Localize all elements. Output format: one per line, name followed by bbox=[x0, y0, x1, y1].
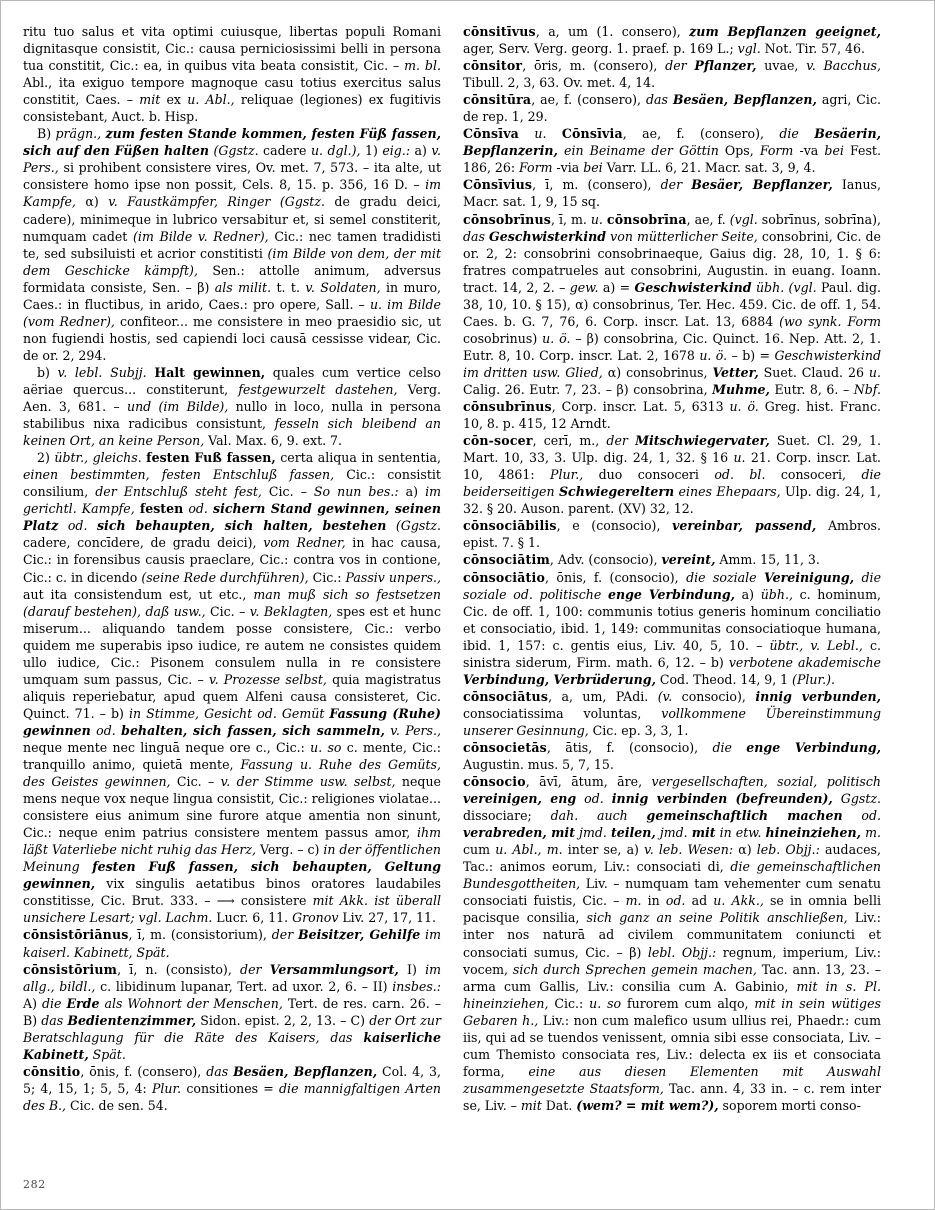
text-run: v. Pers., bbox=[23, 143, 441, 176]
text-run: in der öffentlichen Meinung bbox=[23, 842, 441, 875]
headword: cōnsociābilis bbox=[463, 518, 557, 534]
text-run: der Entschluß steht fest, bbox=[95, 484, 262, 500]
text-run: vergesellschaften, sozial, politisch bbox=[651, 774, 882, 790]
text-run: od. bbox=[188, 501, 208, 517]
text-run: (seine Rede durchführen), bbox=[141, 569, 309, 585]
text-run: im allg., bildl., bbox=[23, 961, 441, 994]
headword: cōnsocietās bbox=[463, 739, 547, 755]
text-run: Passiv unpers., bbox=[345, 569, 442, 585]
left-text-column bbox=[23, 23, 441, 1163]
dict-entry-consitivus: cōnsitīvus, a, um (1. consero), zum Bepflanzen geeignet, ager, Serv. Verg. georg. 1. praef. p. 169 L.; vgl. Not. Tir. 57, 46. bbox=[463, 24, 881, 57]
text-run: u. bbox=[534, 126, 547, 142]
dict-entry-consociatio: cōnsociātio, ōnis, f. (consocio), die soziale Vereinigung, die soziale od. politische enge Verbindung, a) übh., c. hominum, Cic. de off. 1, 100: communis totius generis hominum conciliatio et consociatio, ibid. 1, 149: communitas consociatioque humana, ibid. 1, 157: c. gentis eius, Liv. 40, 5, 10. – übtr., v. Lebl., c. sinistra siderum, Firm. math. 6, 12. – b) verbotene akademische Verbindung, Verbrüderung, Cod. Theod. 14, 9, 1 (Plur.). bbox=[463, 569, 881, 687]
text-run: die bbox=[41, 995, 62, 1011]
text-run: die gemeinschaftlichen Bundesgottheiten, bbox=[463, 859, 881, 892]
text-run: Fassung u. Ruhe des Gemüts, des Geistes gewinnen, bbox=[23, 757, 441, 790]
text-run: eine aus diesen Elementen mit Auswahl zusammengesetzte Staatsform, bbox=[463, 1063, 881, 1096]
text-run: v. Soldaten, bbox=[305, 279, 381, 295]
text-run: der bbox=[665, 58, 687, 74]
text-run: vollkommene Übereinstimmung unserer Gesinnung, bbox=[463, 705, 881, 738]
text-run: festen Fuß fassen, sich behaupten, Geltung gewinnen, bbox=[23, 859, 441, 892]
text-run: mit Akk. ist überall unsichere Lesart; vgl. Lachm. bbox=[23, 893, 441, 926]
text-run: zum Bepflanzen geeignet, bbox=[689, 24, 881, 39]
text-run: Plur., bbox=[550, 467, 584, 483]
text-run: od. bbox=[861, 808, 881, 824]
text-run: Vereinigung, bbox=[764, 569, 855, 585]
text-run: sichern Stand gewinnen, seinen Platz bbox=[23, 501, 441, 534]
text-run: u. so bbox=[310, 739, 342, 755]
text-run: (Plur.). bbox=[792, 671, 836, 687]
text-run: die mannigfaltigen Arten des B., bbox=[23, 1080, 441, 1113]
headword: cōnsociātim bbox=[463, 552, 550, 568]
text-run: v. Prozesse selbst, bbox=[208, 671, 327, 687]
text-run: fesseln sich bleibend an keinen Ort, an keine Person, bbox=[23, 416, 441, 449]
headword: cōnsistōrium bbox=[23, 961, 118, 977]
headword: cōn-socer bbox=[463, 433, 533, 449]
dict-entry-consisto-cont: ritu tuo salus et vita optimi cuiusque, libertas populi Romani dignitasque consistit, Cic.: causa perniciosissimi belli in persona tua constitit, Cic.: ea, in quibus vita beata consistit, Cic. – m. bl. Abl., ita exiguo tempore magnoque casu totius exercitus salus constitit, Caes. – mit ex u. Abl., reliquae (legiones) ex fugitivis consistebant, Auct. b. Hisp. bbox=[23, 24, 441, 125]
text-run: m. bbox=[865, 825, 881, 841]
text-run: v. lebl. Subjj. bbox=[57, 364, 147, 380]
dict-entry-consocietas: cōnsocietās, ātis, f. (consocio), die enge Verbindung, Augustin. mus. 5, 7, 15. bbox=[463, 739, 881, 773]
text-run: u. ö. bbox=[699, 347, 728, 363]
dict-entry-consistorianus: cōnsistōriānus, ī, m. (consistorium), der Beisitzer, Gehilfe im kaiserl. Kabinett, Spät. bbox=[23, 927, 441, 960]
dict-entry-con-socer: cōn-socer, cerī, m., der Mitschwiegervater, Suet. Cl. 29, 1. Mart. 10, 33, 3. Ulp. dig. 24, 1, 32. § 16 u. 21. Corp. inscr. Lat. 10, 4861: Plur., duo consoceri od. bl. consoceri, die beiderseitigen Schwiegereltern eines Ehepaars, Ulp. dig. 24, 1, 32. § 20. Auson. parent. (XV) 32, 12. bbox=[463, 433, 881, 517]
text-run: Form bbox=[759, 143, 794, 159]
text-run: Schwiegereltern bbox=[558, 484, 675, 500]
text-run: der bbox=[271, 927, 294, 943]
headword: Cōnsīva bbox=[463, 126, 519, 142]
text-run: u. dgl.), bbox=[310, 143, 361, 159]
text-run: Geschwisterkind im dritten usw. Glied, bbox=[463, 347, 881, 380]
text-run: (wem? = mit wem?), bbox=[576, 1097, 719, 1113]
text-run: vereinigen, eng bbox=[463, 791, 577, 807]
text-run: Spät. bbox=[92, 1046, 126, 1062]
text-run: (Ggstz. bbox=[395, 518, 442, 534]
text-run: festen bbox=[139, 501, 184, 517]
text-run: eig.: bbox=[382, 143, 411, 159]
text-run: Gronov bbox=[292, 910, 339, 926]
text-run: v. Faustkämpfer, Ringer (Ggstz. bbox=[108, 194, 325, 210]
text-run: verabreden, mit bbox=[463, 825, 576, 841]
dict-entry-consisto-b-lebl: b) v. lebl. Subjj. Halt gewinnen, quales cum vertice celso aëriae quercus... constiterunt, festgewurzelt dastehen, Verg. Aen. 3, 681. – und (im Bilde), nullo in loco, nulla in persona stabilibus nixa radicibus consistunt, fesseln sich bleibend an keinen Ort, an keine Person, Val. Max. 6, 9. ext. 7. bbox=[23, 364, 442, 449]
text-run: od. bbox=[96, 722, 116, 738]
text-run: m. bl. bbox=[404, 58, 441, 74]
headword: cōnsobrīna bbox=[606, 211, 687, 227]
text-run: mit bbox=[691, 825, 716, 841]
text-run: Besäer, Bepflanzer, bbox=[691, 177, 833, 193]
headword: cōnsociātio bbox=[463, 569, 546, 585]
text-run: Besäen, Bepflanzen, bbox=[233, 1063, 378, 1079]
text-run: die bbox=[712, 739, 732, 755]
text-run: innig verbunden, bbox=[755, 688, 882, 704]
text-run: die beiderseitigen bbox=[463, 467, 881, 500]
text-run: der bbox=[240, 961, 262, 977]
dict-entry-consisto-2: 2) übtr., gleichs. festen Fuß fassen, certa aliqua in sententia, einen bestimmten, festen Entschluß fassen, Cic.: consistit consilium, der Entschluß steht fest, Cic. – So nun bes.: a) im gerichtl. Kampfe, festen od. sichern Stand gewinnen, seinen Platz od. sich behaupten, sich halten, bestehen (Ggstz. cadere, concīdere, de gradu deici), vom Redner, in hac causa, Cic.: in forensibus causis praeclare, Cic.: contra vos in contione, Cic.: c. in dicendo (seine Rede durchführen), Cic.: Passiv unpers., aut ita consistendum est, ut etc., man muß sich so festsetzen (darauf bestehen), daß usw., Cic. – v. Beklagten, spes est et hunc miserum... aliquando tandem posse consistere, Cic.: verbo quidem me superabis ipso iudice, re autem ne consistes quidem ullo iudice, Cic.: Pisonem consulem nulla in re consistere umquam sum passus, Cic. – v. Prozesse selbst, quia magistratus aliquis reperiebatur, apud quem Alfeni causa consisteret, Cic. Quinct. 71. – b) in Stimme, Gesicht od. Gemüt Fassung (Ruhe) gewinnen od. behalten, sich fassen, sich sammeln, v. Pers., neque mente nec linguā neque ore c., Cic.: u. so c. mente, Cic.: tranquillo animo, quietā mente, Fassung u. Ruhe des Gemüts, des Geistes gewinnen, Cic. – v. der Stimme usw. selbst, neque mens neque vox neque lingua consistit, Cic.: religiones violatae... consistere eius animum sine furore atque amentia non sinunt, Cic.: neque enim patrius consistere mentem passus amor, ihm läßt Vaterliebe nicht ruhig das Herz, Verg. – c) in der öffentlichen Meinung festen Fuß fassen, sich behaupten, Geltung gewinnen, vix singulis aetatibus binos oratores laudabiles constitisse, Cic. Brut. 333. – ⟶ consistere mit Akk. ist überall unsichere Lesart; vgl. Lachm. Lucr. 6, 11. Gronov Liv. 27, 17, 11. bbox=[23, 450, 442, 926]
text-run: Vetter, bbox=[712, 364, 759, 380]
text-run: im gerichtl. Kampfe, bbox=[23, 484, 441, 517]
headword: cōnsistōriānus bbox=[23, 927, 129, 943]
dict-entry-consistorium: cōnsistōrium, ī, n. (consisto), der Versammlungsort, I) im allg., bildl., c. libidinum lupanar, Tert. ad uxor. 2, 6. – II) insbes.: A) die Erde als Wohnort der Menschen, Tert. de res. carn. 26. – B) das Bedientenzimmer, Sidon. epist. 2, 2, 13. – C) der Ort zur Beratschlagung für die Räte des Kaisers, das kaiserliche Kabinett, Spät. bbox=[23, 961, 442, 1062]
text-run: jmd. bbox=[579, 825, 607, 841]
text-run: Bedientenzimmer, bbox=[67, 1012, 197, 1028]
text-run: Besäerin, Bepflanzerin, bbox=[463, 126, 881, 159]
text-run: v. Bacchus, bbox=[806, 58, 881, 74]
text-run: sich durch Sprechen gemein machen, bbox=[512, 961, 757, 977]
text-run: od. bbox=[67, 518, 88, 534]
dict-entry-consiva: Cōnsīva u. Cōnsīvia, ae, f. (consero), die Besäerin, Bepflanzerin, ein Beiname der Göttin Ops, Form -va bei Fest. 186, 26: Form -via bei Varr. LL. 6, 21. Macr. sat. 3, 9, 4. bbox=[463, 126, 881, 176]
text-run: und (im Bilde), bbox=[127, 399, 229, 415]
text-run: v. Beklagten, bbox=[249, 603, 333, 619]
text-run: Plur. bbox=[151, 1080, 182, 1096]
text-run: das bbox=[645, 92, 668, 108]
headword: cōnsocio bbox=[463, 774, 526, 790]
text-run: Nbf. bbox=[853, 381, 881, 397]
text-run: sich ganz an seine Politik anschließen, bbox=[586, 910, 848, 926]
text-run: als milit. bbox=[214, 279, 272, 295]
text-run: einen bestimmten, festen Entschluß fassen, bbox=[23, 467, 335, 483]
text-run: im Kampfe, bbox=[23, 177, 441, 210]
text-run: mit in sein wütiges Gebaren h., bbox=[463, 995, 881, 1028]
text-run: kaiserliche Kabinett, bbox=[23, 1029, 441, 1062]
text-run: v. leb. Wesen: bbox=[644, 842, 734, 858]
text-run: eines Ehepaars, bbox=[678, 484, 781, 500]
text-run: v. der Stimme usw. selbst, bbox=[220, 774, 396, 790]
text-run: Versammlungsort, bbox=[269, 961, 399, 977]
text-run: od. bl. bbox=[714, 467, 766, 483]
text-run: Beisitzer, Gehilfe bbox=[298, 927, 421, 943]
dict-entry-consociabilis: cōnsociābilis, e (consocio), vereinbar, passend, Ambros. epist. 7. § 1. bbox=[463, 518, 881, 551]
two-column-body bbox=[23, 23, 912, 1163]
dict-entry-consociatim: cōnsociātim, Adv. (consocio), vereint, Amm. 15, 11, 3. bbox=[463, 552, 820, 568]
text-run: gew. bbox=[569, 279, 599, 295]
text-run: u. bbox=[590, 211, 603, 227]
headword: cōnsociātus bbox=[463, 688, 549, 704]
text-run: Pflanzer, bbox=[694, 58, 757, 74]
text-run: jmd. bbox=[659, 825, 688, 841]
right-text-column bbox=[463, 23, 881, 1163]
text-run: prägn., bbox=[55, 126, 102, 142]
text-run: u. Abl., m. bbox=[495, 842, 563, 858]
text-run: od. bbox=[665, 893, 686, 909]
text-run: man muß sich so festsetzen (darauf bestehen), daß usw., bbox=[23, 586, 441, 619]
text-run: Geschwisterkind bbox=[634, 279, 752, 295]
text-run: (v. bbox=[657, 688, 673, 704]
text-run: Verbindung, Verbrüderung, bbox=[463, 671, 656, 687]
text-run: der bbox=[660, 177, 683, 193]
text-run: (vgl. bbox=[729, 211, 758, 227]
text-run: bei bbox=[824, 143, 844, 159]
text-run: verbotene akademische bbox=[728, 654, 881, 670]
text-run: u. bbox=[868, 364, 881, 380]
text-run: bei bbox=[583, 160, 603, 176]
text-run: übh., bbox=[760, 586, 793, 602]
text-run: festgewurzelt dastehen, bbox=[238, 381, 398, 397]
headword: Cōnsīvius bbox=[463, 177, 533, 193]
text-run: dah. auch bbox=[550, 808, 628, 824]
text-run: od. bbox=[584, 791, 604, 807]
text-run: festen Fuß fassen, bbox=[146, 450, 276, 466]
text-run: So nun bes.: bbox=[313, 484, 399, 500]
headword: cōnsitūra bbox=[463, 92, 532, 108]
text-run: die bbox=[779, 126, 799, 142]
text-run: die soziale od. politische bbox=[463, 569, 881, 602]
headword: cōnsitīvus bbox=[463, 24, 536, 39]
text-run: Mitschwiegervater, bbox=[635, 433, 770, 449]
text-run: Ggstz. bbox=[840, 791, 881, 807]
text-run: behalten, sich fassen, sich sammeln, bbox=[121, 722, 385, 738]
text-run: das bbox=[206, 1063, 229, 1079]
dict-entry-consitio: cōnsitio, ōnis, f. (consero), das Besäen, Bepflanzen, Col. 4, 3, 5; 4, 15, 1; 5, 5, 4: Plur. consitiones = die mannigfaltigen Arten des B., Cic. de sen. 54. bbox=[23, 1063, 441, 1113]
text-run: u. bbox=[733, 450, 746, 466]
text-run: im kaiserl. Kabinett, Spät. bbox=[23, 927, 441, 960]
text-run: Form bbox=[519, 160, 553, 176]
text-run: (im Bilde von dem, der mit dem Geschicke kämpft), bbox=[23, 245, 441, 278]
text-run: enge Verbindung, bbox=[746, 739, 881, 755]
text-run: vereint, bbox=[661, 552, 716, 568]
text-run: übtr., v. Lebl., bbox=[769, 637, 863, 653]
text-run: innig verbinden (befreunden), bbox=[611, 791, 833, 807]
dict-entry-consitura: cōnsitūra, ae, f. (consero), das Besäen, Bepflanzen, agri, Cic. de rep. 1, 29. bbox=[463, 92, 881, 125]
text-run: vereinbar, passend, bbox=[672, 518, 817, 534]
text-run: ein Beiname der Göttin bbox=[564, 143, 719, 159]
dict-entry-consisto-B: B) prägn., zum festen Stande kommen, festen Füß fassen, sich auf den Füßen halten (Ggstz. cadere u. dgl.), 1) eig.: a) v. Pers., si prohibent consistere vires, Ov. met. 7, 573. – ita alte, ut consistere homo ipse non possit, Cels. 8, 15. p. 356, 16 D. – im Kampfe, α) v. Faustkämpfer, Ringer (Ggstz. de gradu deici, cadere), minimeque in lubrico versabitur et, si semel constiterit, numquam cadet (im Bilde v. Redner), Cic.: nec tamen tradidisti te, sed subsiluisti et acrior constitisti (im Bilde von dem, der mit dem Geschicke kämpft), Sen.: attolle animum, adversus formidata consiste, Sen. – β) als milit. t. t. v. Soldaten, in muro, Caes.: in fluctibus, in arido, Caes.: pro opere, Sall. – u. im Bilde (vom Redner), confiteor... me consistere in meo praesidio sic, ut non fugiendi hostis, sed capiendi loci causā cessisse videar, Cic. de or. 2, 294. bbox=[23, 126, 442, 363]
text-run: lebl. Objj.: bbox=[647, 944, 717, 960]
text-run: ihm läßt Vaterliebe nicht ruhig das Herz, bbox=[23, 825, 441, 858]
text-run: u. Abl., bbox=[187, 92, 235, 108]
text-run: mit bbox=[520, 1097, 542, 1113]
text-run: der bbox=[606, 433, 628, 449]
dict-entry-consitor: cōnsitor, ōris, m. (consero), der Pflanzer, uvae, v. Bacchus, Tibull. 2, 3, 63. Ov. met. 4, 14. bbox=[463, 58, 881, 91]
dict-entry-consobrinus: cōnsobrīnus, ī, m. u. cōnsobrīna, ae, f. (vgl. sobrīnus, sobrīna), das Geschwisterkind von mütterlicher Seite, consobrini, Cic. de or. 2, 2: consobrini consobrinaeque, Gaius dig. 28, 10, 1. § 6: fratres compatrueles aut consobrini, Augustin. in euang. Ioann. tract. 14, 2, 2. – gew. a) = Geschwisterkind übh. (vgl. Paul. dig. 38, 10, 10. § 15), α) consobrinus, Ter. Hec. 459. Cic. de off. 1, 54. Caes. b. G. 7, 76, 6. Corp. inscr. Lat. 13, 6884 (wo synk. Form cosobrinus) u. ö. – β) consobrina, Cic. Quinct. 16. Nep. Att. 2, 1. Eutr. 8, 10. Corp. inscr. Lat. 2, 1678 u. ö. – b) = Geschwisterkind im dritten usw. Glied, α) consobrinus, Vetter, Suet. Claud. 26 u. Calig. 26. Eutr. 7, 23. – β) consobrina, Muhme, Eutr. 8, 6. – Nbf. cōnsubrīnus, Corp. inscr. Lat. 5, 6313 u. ö. Greg. hist. Franc. 10, 8. p. 415, 12 Arndt. bbox=[463, 211, 881, 432]
text-run: (Ggstz. bbox=[213, 143, 259, 159]
text-run: Muhme, bbox=[712, 381, 770, 397]
page-number: 282 bbox=[23, 1178, 46, 1191]
text-run: in etw. bbox=[719, 825, 762, 841]
text-run: v. Pers., bbox=[390, 722, 441, 738]
text-run: u. im Bilde (vom Redner), bbox=[23, 296, 441, 329]
text-run: gemeinschaftlich machen bbox=[646, 808, 843, 824]
text-run: zum festen Stande kommen, festen Füß fassen, sich auf den Füßen halten bbox=[23, 126, 441, 159]
text-run: Erde bbox=[66, 995, 100, 1011]
text-run: (wo synk. Form bbox=[779, 313, 881, 329]
text-run: u. Akk., bbox=[713, 893, 764, 909]
text-run: vom Redner, bbox=[263, 535, 346, 551]
text-run: übh. (vgl. bbox=[755, 279, 817, 295]
dict-entry-consociatus: cōnsociātus, a, um, PAdi. (v. consocio), innig verbunden, consociatissima voluntas, vollkommene Übereinstimmung unserer Gesinnung, Cic. ep. 3, 3, 1. bbox=[463, 688, 882, 738]
text-run: mit in s. Pl. hineinziehen, bbox=[463, 978, 882, 1011]
text-run: leb. Objj.: bbox=[756, 842, 820, 858]
text-run: Besäen, Bepflanzen, bbox=[672, 92, 817, 108]
text-run: die soziale bbox=[686, 569, 757, 585]
text-run: u. ö. bbox=[729, 399, 759, 415]
headword: cōnsubrīnus bbox=[463, 399, 552, 415]
text-run: das bbox=[463, 228, 485, 244]
headword: Cōnsīvia bbox=[561, 126, 623, 142]
text-run: u. so bbox=[589, 995, 622, 1011]
text-run: das bbox=[41, 1012, 64, 1028]
dict-entry-consivius: Cōnsīvius, ī, m. (consero), der Besäer, Bepflanzer, Ianus, Macr. sat. 1, 9, 15 sq. bbox=[463, 177, 881, 210]
headword: cōnsitio bbox=[23, 1063, 81, 1079]
text-run: als Wohnort der Menschen, bbox=[104, 995, 283, 1011]
dict-entry-consocio: cōnsocio, āvī, ātum, āre, vergesellschaften, sozial, politisch vereinigen, eng od. innig verbinden (befreunden), Ggstz. dissociare; dah. auch gemeinschaftlich machen od. verabreden, mit jmd. teilen, jmd. mit in etw. hineinziehen, m. cum u. Abl., m. inter se, a) v. leb. Wesen: α) leb. Objj.: audaces, Tac.: animos eorum, Liv.: consociati di, die gemeinschaftlichen Bundesgottheiten, Liv. – numquam tam vehementer cum senatu consociati fuistis, Cic. – m. in od. ad u. Akk., se in omnia belli pacisque consilia, sich ganz an seine Politik anschließen, Liv.: inter nos naturā ad civilem communitatem coniuncti et consociati sumus, Cic. – β) lebl. Objj.: regnum, imperium, Liv.: vocem, sich durch Sprechen gemein machen, Tac. ann. 13, 23. – arma cum Gallis, Liv.: consilia cum A. Gabinio, mit in s. Pl. hineinziehen, Cic.: u. so furorem cum alqo, mit in sein wütiges Gebaren h., Liv.: non cum malefico usum ullius rei, Phaedr.: cum iis, qui ad se tuendos venissent, omnia sibi esse consociata, Liv. – cum Themisto consociata res, Liv.: delecta ex iis et consociata forma, eine aus diesen Elementen mit Auswahl zusammengesetzte Staatsform, Tac. ann. 4, 33 in. – c. rem inter se, Liv. – mit Dat. (wem? = mit wem?), soporem morti conso- bbox=[463, 774, 882, 1113]
text-run: mit bbox=[139, 92, 161, 108]
text-run: vgl. bbox=[737, 41, 761, 57]
text-run: sich behaupten, sich halten, bestehen bbox=[96, 518, 387, 534]
text-run: hineinziehen, bbox=[765, 825, 862, 841]
text-run: übtr., gleichs. bbox=[54, 450, 142, 466]
text-run: teilen, bbox=[610, 825, 656, 841]
text-run: in Stimme, Gesicht od. Gemüt bbox=[128, 705, 325, 721]
text-run: insbes.: bbox=[392, 978, 442, 994]
text-run: u. ö. bbox=[542, 330, 571, 346]
text-run: von mütterlicher Seite, bbox=[610, 228, 758, 244]
text-run: der Ort zur Beratschlagung für die Räte des Kaisers, das bbox=[23, 1012, 441, 1045]
text-run: Fassung (Ruhe) gewinnen bbox=[23, 705, 441, 738]
text-run: m. bbox=[625, 893, 642, 909]
headword: cōnsitor bbox=[463, 58, 523, 74]
text-run: enge Verbindung, bbox=[607, 586, 735, 602]
text-run: Halt gewinnen, bbox=[154, 364, 266, 380]
text-run: Geschwisterkind bbox=[489, 228, 607, 244]
headword: cōnsobrīnus bbox=[463, 211, 552, 227]
text-run: (im Bilde v. Redner), bbox=[133, 228, 269, 244]
